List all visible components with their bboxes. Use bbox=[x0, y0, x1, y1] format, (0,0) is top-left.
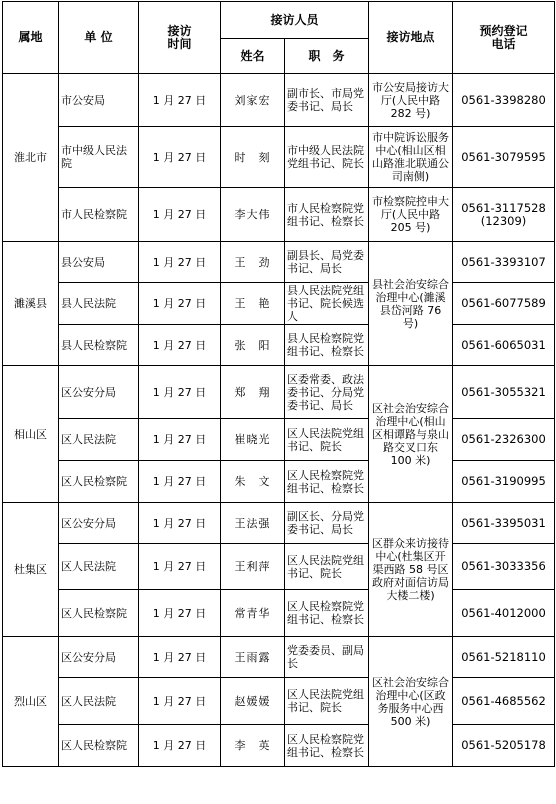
table-row bbox=[3, 366, 555, 419]
name-cell: 时 刻 bbox=[221, 127, 285, 188]
phone-cell: 0561-6077589 bbox=[453, 283, 555, 325]
reception-schedule-table bbox=[2, 1, 555, 767]
phone-cell: 0561-3395031 bbox=[453, 503, 555, 544]
unit-cell: 市公安局 bbox=[59, 74, 139, 127]
time-cell: 1 月 27 日 bbox=[139, 637, 221, 678]
place-cell: 市中院诉讼服务中心(相山区相山路淮北联通公司南侧) bbox=[369, 127, 453, 188]
table-row bbox=[3, 678, 555, 725]
position-cell: 市中级人民法院党组书记、院长 bbox=[285, 127, 369, 188]
header-position: 职 务 bbox=[285, 39, 369, 74]
table-row bbox=[3, 127, 555, 188]
phone-cell: 0561-3055321 bbox=[453, 366, 555, 419]
region-cell: 杜集区 bbox=[3, 503, 59, 637]
place-cell: 区社会治安综合治理中心(相山区相谭路与泉山路交叉口东 100 米) bbox=[369, 366, 453, 503]
region-cell: 淮北市 bbox=[3, 74, 59, 242]
name-cell: 王 劲 bbox=[221, 242, 285, 283]
time-cell: 1 月 27 日 bbox=[139, 188, 221, 242]
position-cell: 副县长、局党委书记、局长 bbox=[285, 242, 369, 283]
name-cell: 崔晓光 bbox=[221, 419, 285, 461]
table-row bbox=[3, 637, 555, 678]
position-cell: 区人民检察院党组书记、检察长 bbox=[285, 461, 369, 503]
time-cell: 1 月 27 日 bbox=[139, 725, 221, 767]
time-cell: 1 月 27 日 bbox=[139, 366, 221, 419]
unit-cell: 市中级人民法院 bbox=[59, 127, 139, 188]
unit-cell: 区人民检察院 bbox=[59, 590, 139, 637]
header-unit: 单 位 bbox=[59, 2, 139, 74]
time-cell: 1 月 27 日 bbox=[139, 678, 221, 725]
table-row bbox=[3, 242, 555, 283]
time-cell: 1 月 27 日 bbox=[139, 242, 221, 283]
phone-cell: 0561-3190995 bbox=[453, 461, 555, 503]
table-row bbox=[3, 590, 555, 637]
position-cell: 区人民法院党组书记、院长 bbox=[285, 544, 369, 590]
time-cell: 1 月 27 日 bbox=[139, 419, 221, 461]
position-cell: 党委委员、副局长 bbox=[285, 637, 369, 678]
unit-cell: 县人民检察院 bbox=[59, 325, 139, 366]
unit-cell: 区公安分局 bbox=[59, 503, 139, 544]
position-cell: 区人民检察院党组书记、检察长 bbox=[285, 590, 369, 637]
table-body bbox=[3, 74, 555, 767]
region-cell: 濉溪县 bbox=[3, 242, 59, 366]
unit-cell: 区人民法院 bbox=[59, 419, 139, 461]
header-phone: 预约登记 电话 bbox=[453, 2, 555, 74]
place-cell: 区群众来访接待中心(杜集区开渠西路 58 号区政府对面信访局大楼二楼) bbox=[369, 503, 453, 637]
position-cell: 县人民法院党组书记、院长候选人 bbox=[285, 283, 369, 325]
time-cell: 1 月 27 日 bbox=[139, 127, 221, 188]
place-cell: 市检察院控申大厅(人民中路 205 号) bbox=[369, 188, 453, 242]
position-cell: 市人民检察院党组书记、检察长 bbox=[285, 188, 369, 242]
table-row bbox=[3, 325, 555, 366]
name-cell: 张 阳 bbox=[221, 325, 285, 366]
time-cell: 1 月 27 日 bbox=[139, 503, 221, 544]
unit-cell: 县人民法院 bbox=[59, 283, 139, 325]
name-cell: 王 艳 bbox=[221, 283, 285, 325]
time-cell: 1 月 27 日 bbox=[139, 74, 221, 127]
phone-cell: 0561-3398280 bbox=[453, 74, 555, 127]
position-cell: 区人民检察院党组书记、检察长 bbox=[285, 725, 369, 767]
place-cell: 市公安局接访大厅(人民中路 282 号) bbox=[369, 74, 453, 127]
region-cell: 烈山区 bbox=[3, 637, 59, 767]
table-row bbox=[3, 503, 555, 544]
name-cell: 常青华 bbox=[221, 590, 285, 637]
phone-cell: 0561-5205178 bbox=[453, 725, 555, 767]
header-time: 接访 时间 bbox=[139, 2, 221, 74]
phone-cell: 0561-2326300 bbox=[453, 419, 555, 461]
header-name: 姓名 bbox=[221, 39, 285, 74]
unit-cell: 区人民法院 bbox=[59, 678, 139, 725]
phone-cell: 0561-4685562 bbox=[453, 678, 555, 725]
place-cell: 区社会治安综合治理中心(区政务服务中心西 500 米) bbox=[369, 637, 453, 767]
phone-cell: 0561-3033356 bbox=[453, 544, 555, 590]
time-cell: 1 月 27 日 bbox=[139, 544, 221, 590]
phone-cell: 0561-3079595 bbox=[453, 127, 555, 188]
table-row bbox=[3, 725, 555, 767]
table-row bbox=[3, 283, 555, 325]
position-cell: 区人民法院党组书记、院长 bbox=[285, 419, 369, 461]
unit-cell: 县公安局 bbox=[59, 242, 139, 283]
header-region: 属地 bbox=[3, 2, 59, 74]
phone-cell: 0561-3117528 (12309) bbox=[453, 188, 555, 242]
phone-cell: 0561-4012000 bbox=[453, 590, 555, 637]
table-row bbox=[3, 461, 555, 503]
region-cell: 相山区 bbox=[3, 366, 59, 503]
name-cell: 刘家宏 bbox=[221, 74, 285, 127]
name-cell: 郑 翔 bbox=[221, 366, 285, 419]
unit-cell: 区人民检察院 bbox=[59, 725, 139, 767]
unit-cell: 区公安分局 bbox=[59, 637, 139, 678]
time-cell: 1 月 27 日 bbox=[139, 325, 221, 366]
position-cell: 副区长、分局党委书记、局长 bbox=[285, 503, 369, 544]
unit-cell: 区人民法院 bbox=[59, 544, 139, 590]
name-cell: 王雨露 bbox=[221, 637, 285, 678]
phone-cell: 0561-5218110 bbox=[453, 637, 555, 678]
name-cell: 王利萍 bbox=[221, 544, 285, 590]
place-cell: 县社会治安综合治理中心(濉溪县岱河路 76 号) bbox=[369, 242, 453, 366]
time-cell: 1 月 27 日 bbox=[139, 461, 221, 503]
unit-cell: 区人民检察院 bbox=[59, 461, 139, 503]
unit-cell: 区公安分局 bbox=[59, 366, 139, 419]
position-cell: 区委常委、政法委书记、分局党委书记、局长 bbox=[285, 366, 369, 419]
table-row bbox=[3, 188, 555, 242]
name-cell: 王法强 bbox=[221, 503, 285, 544]
time-cell: 1 月 27 日 bbox=[139, 283, 221, 325]
time-cell: 1 月 27 日 bbox=[139, 590, 221, 637]
name-cell: 李 英 bbox=[221, 725, 285, 767]
unit-cell: 市人民检察院 bbox=[59, 188, 139, 242]
header-staff: 接访人员 bbox=[221, 2, 369, 39]
table-row bbox=[3, 419, 555, 461]
phone-cell: 0561-6065031 bbox=[453, 325, 555, 366]
position-cell: 区人民法院党组书记、院长 bbox=[285, 678, 369, 725]
name-cell: 朱 文 bbox=[221, 461, 285, 503]
position-cell: 县人民检察院党组书记、检察长 bbox=[285, 325, 369, 366]
name-cell: 赵媛媛 bbox=[221, 678, 285, 725]
phone-cell: 0561-3393107 bbox=[453, 242, 555, 283]
table-row bbox=[3, 74, 555, 127]
name-cell: 李大伟 bbox=[221, 188, 285, 242]
position-cell: 副市长、市局党委书记、局长 bbox=[285, 74, 369, 127]
header-place: 接访地点 bbox=[369, 2, 453, 74]
table-row bbox=[3, 544, 555, 590]
